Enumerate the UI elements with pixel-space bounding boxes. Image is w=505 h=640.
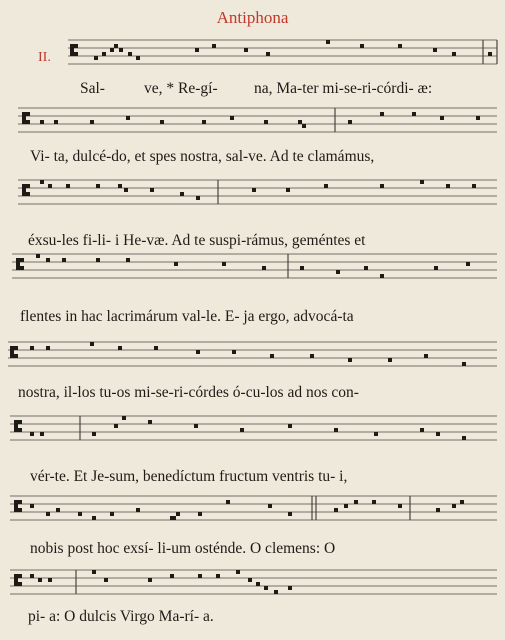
lyric-segment: nostra, il-los tu-os mi-se-ri-córdes ó-cu-los ad nos con- [18,384,359,401]
lyric-segment: na, Ma-ter mi-se-ri-córdi- æ: [254,80,433,97]
lyric-segment: pi- a: O dulcis Virgo Ma-rí- a. [28,608,214,625]
staff-4 [0,250,505,290]
staff-7 [0,492,505,532]
staff-8 [0,566,505,606]
staff-6 [0,412,505,452]
lyric-segment: Vi- ta, dulcé-do, et spes nostra, sal-ve. Ad te clamámus, [30,148,375,165]
mode-number: II. [38,50,51,65]
lyric-segment: vér-te. Et Je-sum, benedíctum fructum ventris tu- i, [30,468,348,485]
lyric-segment: Sal- [80,80,105,97]
antiphon-title: Antiphona [216,8,289,27]
lyric-segment: ve, * Re-gí- [144,80,218,97]
lyric-segment: éxsu-les fi-li- i He-væ. Ad te suspi-rámus, geméntes et [28,232,366,249]
lyric-segment: flentes in hac lacrimárum val-le. E- ja ergo, advocá-ta [20,308,354,325]
staff-3 [0,176,505,216]
lyric-segment: nobis post hoc exsí- li-um osténde. O clemens: O [30,540,336,557]
staff-1 [0,36,505,76]
staff-5 [0,338,505,378]
staff-2 [0,104,505,144]
